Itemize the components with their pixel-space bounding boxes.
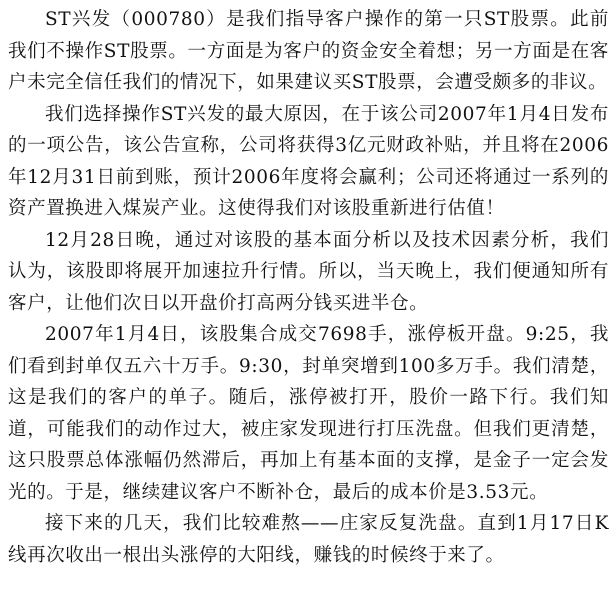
paragraph-4: 2007年1月4日，该股集合成交7698手，涨停板开盘。9:25，我们看到封单仅五六十万手。9:30，封单突增到100多万手。我们清楚，这是我们的客户的单子。随后，涨停被打开，股价一路下行。我们知道，可能我们的动作过大，被庄家发现进行打压洗盘。但我们更清楚，这只股票总体涨幅仍然滞后，再加上有基本面的支撑，是金子一定会发光的。于是，继续建议客户不断补仓，最后的成本价是3.53元。 (8, 324, 609, 503)
paragraph-5: 接下来的几天，我们比较难熬——庄家反复洗盘。直到1月17日K线再次收出一根出头涨停的大阳线，赚钱的时候终于来了。 (8, 513, 609, 566)
paragraph-3: 12月28日晚，通过对该股的基本面分析以及技术因素分析，我们认为，该股即将展开加速拉升行情。所以，当天晚上，我们便通知所有客户，让他们次日以开盘价打高两分钱买进半仓。 (8, 229, 609, 314)
paragraph-1: ST兴发（000780）是我们指导客户操作的第一只ST股票。此前我们不操作ST股票。一方面是为客户的资金安全着想；另一方面是在客户未完全信任我们的情况下，如果建议买ST股票，会遭受颇多的非议。 (8, 9, 609, 93)
paragraph-2: 我们选择操作ST兴发的最大原因，在于该公司2007年1月4日发布的一项公告，该公告宣称，公司将获得3亿元财政补贴，并且将在2006年12月31日前到账，预计2006年度将会赢利；公司还将通过一系列的资产置换进入煤炭产业。这使得我们对该股重新进行估值！ (8, 103, 609, 219)
